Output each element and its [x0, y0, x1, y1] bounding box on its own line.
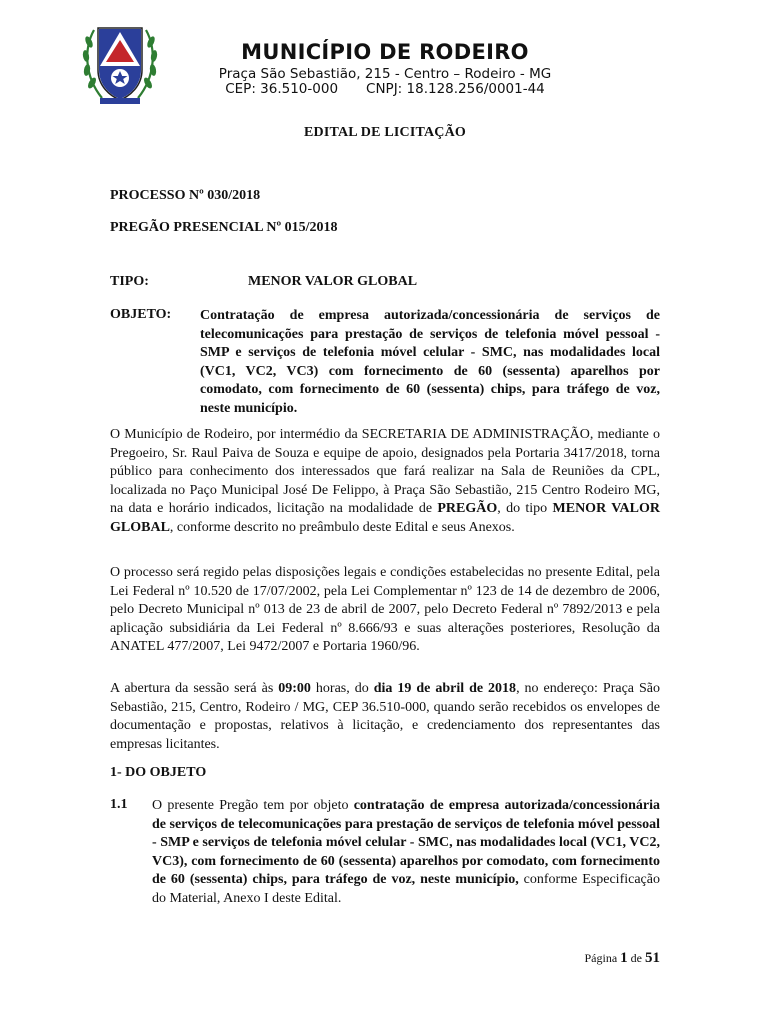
item-text-a: O presente Pregão tem por objeto: [152, 798, 354, 813]
intro-text-c: , do tipo: [497, 501, 553, 516]
session-text-c: horas, do: [310, 681, 374, 696]
session-text-a: A abertura da sessão será às: [110, 681, 279, 696]
intro-text-d: , conforme descrito no preâmbulo deste Edital e seus Anexos.: [169, 519, 515, 535]
municipality-registration: [160, 81, 610, 97]
page-current: 1: [620, 950, 628, 966]
objeto-text: Contratação de empresa autorizada/concessionária de serviços de telecomunicações para prestação de serviços de telefonia móvel pessoal - SMP e serviços de telefonia móvel celular - SMC, nas modalidades local (VC1, VC2, VC3) com fornecimento de 60 (sessenta) aparelhos por comodato, com fornecimento de 60 (sessenta) chips, para tráfego de voz, neste município.: [200, 308, 660, 416]
pregao-number: PREGÃO PRESENCIAL Nº 015/2018: [110, 220, 338, 235]
intro-tipo: MENOR VALOR GLOBAL: [110, 501, 660, 535]
document-title: EDITAL DE LICITAÇÃO: [304, 125, 466, 140]
item-text-c: conforme Especificação do Material, Anexo I deste Edital.: [152, 872, 660, 906]
page-footer: [585, 950, 661, 967]
tipo-value: MENOR VALOR GLOBAL: [248, 274, 418, 289]
page-mid: de: [627, 951, 645, 965]
intro-paragraph: [110, 426, 660, 537]
page-prefix: Página: [584, 951, 621, 965]
section-heading-objeto: 1- DO OBJETO: [110, 765, 207, 780]
session-time: 09:00: [278, 681, 311, 696]
session-text-d: , no endereço: Praça São Sebastião, 215, Centro, Rodeiro / MG, CEP 36.510-000, quando serão recebidos os envelopes de documentação e propostas, relativos à licitação, e credenciamento dos representantes das empresas licitantes.: [110, 681, 660, 752]
municipality-address: Praça São Sebastião, 215 - Centro – Rodeiro - MG: [218, 66, 552, 82]
session-paragraph: [110, 680, 660, 754]
session-date: dia 19 de abril de 2018: [373, 681, 517, 696]
item-1-1-text: [152, 797, 660, 908]
item-number: 1.1: [110, 797, 128, 812]
cnpj: CNPJ: 18.128.256/0001-44: [366, 81, 545, 97]
tipo-label: TIPO:: [110, 274, 149, 289]
intro-modalidade: PREGÃO: [437, 501, 498, 516]
processo-number: PROCESSO Nº 030/2018: [110, 188, 261, 203]
legal-basis-paragraph: O processo será regido pelas disposições legais e condições estabelecidas no presente Edital, pela Lei Federal nº 10.520 de 17/07/2002, pela Lei Complementar nº 123 de 14 de dezembro de 2006, pelo Decreto Municipal nº 013 de 23 de abril de 2007, pelo Decreto Federal nº 7892/2013 e pela aplicação subsidiária da Lei Federal nº 8.666/93 e suas alterações posteriores, Resolução da ANATEL 477/2007, Lei 9472/2007 e Portaria 1960/96.: [110, 565, 660, 654]
cep: CEP: 36.510-000: [225, 81, 339, 97]
municipality-name: MUNICÍPIO DE RODEIRO: [241, 40, 529, 64]
intro-text-a: O Município de Rodeiro, por intermédio da SECRETARIA DE ADMINISTRAÇÃO, mediante o Pregoeiro, Sr. Raul Paiva de Souza e equipe de apoio, designados pela Portaria 3417/2018, torna público para conhecimento dos interessados que fará realizar na Sala de Reuniões da CPL, localizada no Paço Municipal José De Felippo, à Praça São Sebastião, 215 Centro Rodeiro MG, na data e horário indicados, licitação na modalidade de: [110, 427, 660, 516]
item-text-bold: contratação de empresa autorizada/concessionária de serviços de telecomunicações para prestação de serviços de telefonia móvel pessoal - SMP e serviços de telefonia móvel celular - SMC, nas modalidades local (VC1, VC2, VC3), com fornecimento de 60 (sessenta) aparelhos por comodato, com fornecimento de 60 (sessenta) chips, para tráfego de voz, neste município,: [152, 798, 660, 887]
municipal-crest-icon: [80, 18, 160, 106]
objeto-label: OBJETO:: [110, 307, 172, 322]
page-total: 51: [645, 950, 660, 966]
